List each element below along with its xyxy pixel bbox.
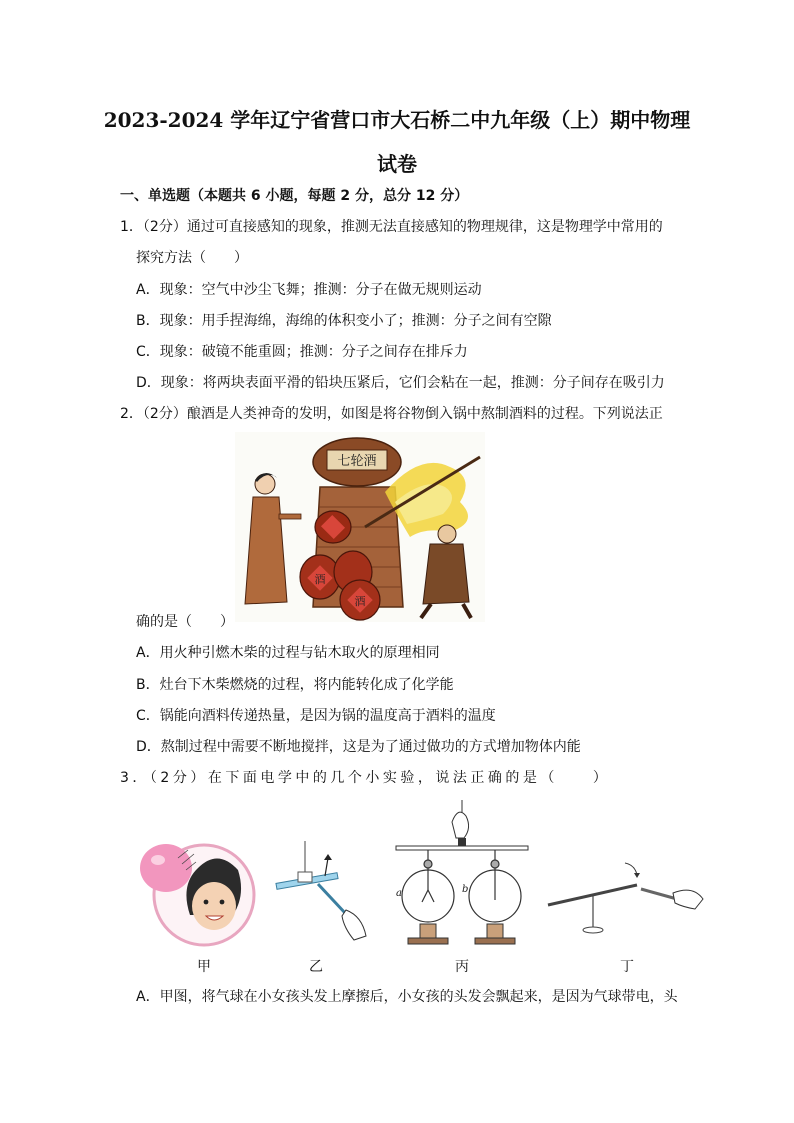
figure-jia-balloon-girl bbox=[138, 840, 258, 950]
q2-option-a: A．用火种引燃木柴的过程与钻木取火的原理相同 bbox=[136, 645, 440, 661]
figure-label-ding: 丁 bbox=[620, 959, 634, 975]
q3-stem: 3．（2分）在下面电学中的几个小实验，说法正确的是（ ） bbox=[120, 770, 611, 786]
q1-option-d: D．现象：将两块表面平滑的铅块压紧后，它们会粘在一起，推测：分子间存在吸引力 bbox=[136, 375, 665, 391]
q1-stem-line2: 探究方法（ ） bbox=[136, 250, 248, 266]
q2-stem-line1: 2．（2分）酿酒是人类神奇的发明，如图是将谷物倒入锅中熬制酒料的过程。下列说法正 bbox=[120, 406, 663, 422]
q1-stem-line1: 1．（2分）通过可直接感知的现象，推测无法直接感知的物理规律，这是物理学中常用的 bbox=[120, 219, 663, 235]
banner-text: 七轮酒 bbox=[337, 454, 377, 469]
exam-title-line2: 试卷 bbox=[377, 152, 417, 176]
figure-label-jia: 甲 bbox=[197, 959, 211, 975]
figure-ding-balanced-rod bbox=[545, 855, 705, 945]
q1-option-b: B．现象：用手捏海绵，海绵的体积变小了；推测：分子之间有空隙 bbox=[136, 313, 552, 329]
q2-option-b: B．灶台下木柴燃烧的过程，将内能转化成了化学能 bbox=[136, 677, 454, 693]
figure-label-yi: 乙 bbox=[309, 959, 323, 975]
figure-label-bing: 丙 bbox=[455, 959, 469, 975]
exam-title-line1: 2023-2024 学年辽宁省营口市大石桥二中九年级（上）期中物理 bbox=[103, 108, 691, 132]
jar-label: 酒 bbox=[314, 573, 326, 586]
electroscope-b-label: b bbox=[462, 884, 469, 895]
figure-yi-rotating-rod bbox=[270, 836, 380, 946]
brewing-illustration bbox=[235, 432, 485, 622]
q1-option-a: A．现象：空气中沙尘飞舞；推测：分子在做无规则运动 bbox=[136, 282, 482, 298]
section-heading: 一、单选题（本题共 6 小题，每题 2 分，总分 12 分） bbox=[120, 188, 469, 204]
q2-option-d: D．熬制过程中需要不断地搅拌，这是为了通过做功的方式增加物体内能 bbox=[136, 739, 581, 755]
q2-option-c: C．锅能向酒料传递热量，是因为锅的温度高于酒料的温度 bbox=[136, 708, 496, 724]
figure-bing-electroscopes bbox=[386, 800, 536, 950]
q2-stem-line2: 确的是（ ） bbox=[136, 614, 234, 630]
q3-option-a: A．甲图，将气球在小女孩头发上摩擦后，小女孩的头发会飘起来，是因为气球带电，头 bbox=[136, 989, 678, 1005]
jar-label: 酒 bbox=[354, 595, 366, 608]
electroscope-a-label: a bbox=[396, 888, 402, 899]
q1-option-c: C．现象：破镜不能重圆；推测：分子之间存在排斥力 bbox=[136, 344, 468, 360]
